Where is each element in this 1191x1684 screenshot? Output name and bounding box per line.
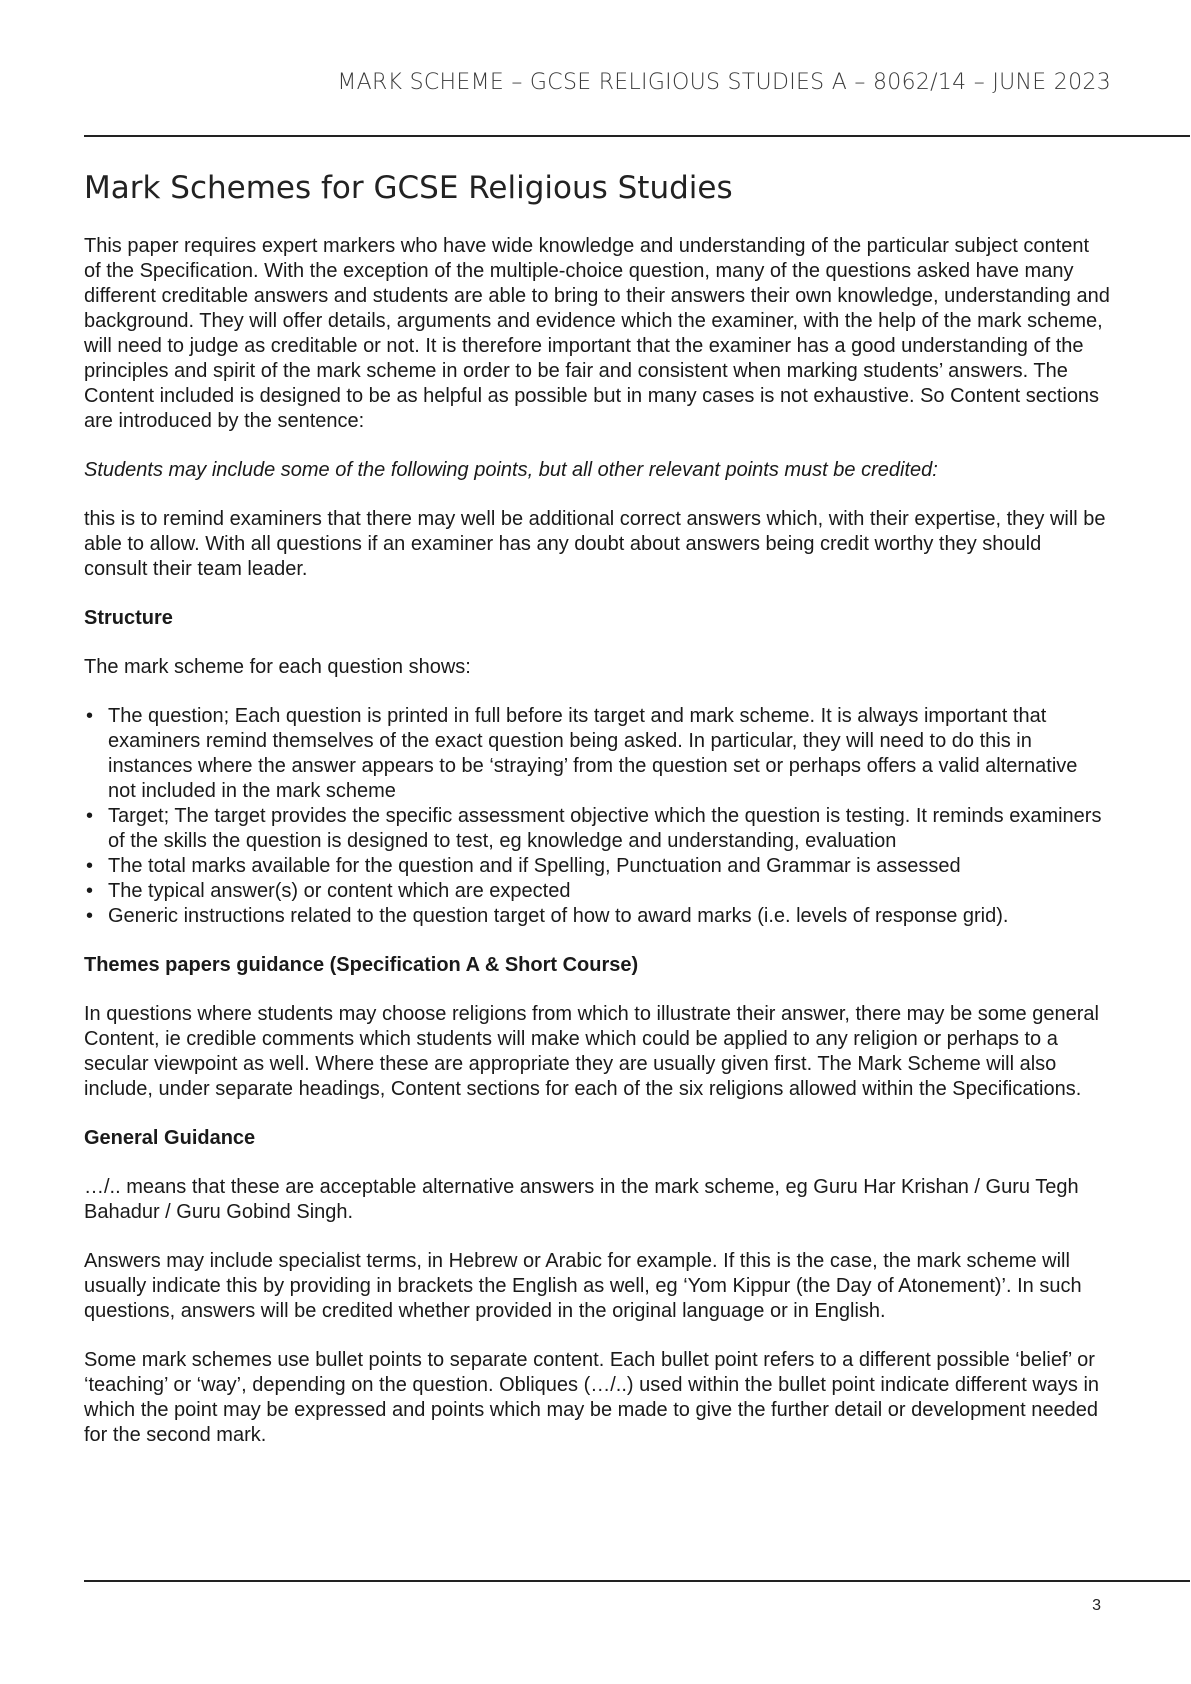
themes-paragraph: In questions where students may choose religions from which to illustrate their answer, there may be some general Content, ie credible comments which students will make which could be applied to any religion or perhaps to a secular viewpoint as well. Where these are appropriate they are usually given first. The Mark Scheme will also include, under separate headings, Content sections for each of the six religions allowed within the Specifications. bbox=[84, 1003, 1099, 1100]
running-header: MARK SCHEME – GCSE RELIGIOUS STUDIES A – 8062/14 – JUNE 2023 bbox=[337, 70, 1111, 95]
list-item: • The typical answer(s) or content which are expected bbox=[84, 879, 1110, 904]
reminder-paragraph: this is to remind examiners that there may well be additional correct answers which, with their expertise, they will be able to allow. With all questions if an examiner has any doubt about answers being credit worthy they should consult their team leader. bbox=[84, 508, 1106, 580]
page-content bbox=[84, 170, 1110, 1472]
list-item: • The question; Each question is printed in full before its target and mark scheme. It is always important that examiners remind themselves of the exact question being asked. In particular, they will need to do this in instances where the answer appears to be ‘straying’ from the question set or perhaps offers a valid alternative not included in the mark scheme bbox=[84, 704, 1110, 804]
header-rule bbox=[84, 135, 1190, 137]
credit-sentence: Students may include some of the following points, but all other relevant points must be credited: bbox=[84, 459, 938, 481]
general-paragraph: Some mark schemes use bullet points to separate content. Each bullet point refers to a different possible ‘belief’ or ‘teaching’ or ‘way’, depending on the question. Obliques (…/..) used within the bullet point indicate different ways in which the point may be expressed and points which may be made to give the further detail or development needed for the second mark. bbox=[84, 1349, 1100, 1446]
page-title: Mark Schemes for GCSE Religious Studies bbox=[84, 170, 733, 206]
structure-lead: The mark scheme for each question shows: bbox=[84, 656, 471, 678]
list-item: • The total marks available for the question and if Spelling, Punctuation and Grammar is assessed bbox=[84, 854, 1110, 879]
structure-heading: Structure bbox=[84, 607, 173, 629]
list-item: • Generic instructions related to the question target of how to award marks (i.e. levels of response grid). bbox=[84, 904, 1110, 929]
general-guidance-heading: General Guidance bbox=[84, 1127, 256, 1149]
intro-paragraph: This paper requires expert markers who have wide knowledge and understanding of the particular subject content of the Specification. With the exception of the multiple-choice question, many of the questions asked have many different creditable answers and students are able to bring to their answers their own knowledge, understanding and background. They will offer details, arguments and evidence which the examiner, with the help of the mark scheme, will need to judge as creditable or not. It is therefore important that the examiner has a good understanding of the principles and spirit of the mark scheme in order to be fair and consistent when marking students’ answers. The Content included is designed to be as helpful as possible but in many cases is not exhaustive. So Content sections are introduced by the sentence: bbox=[84, 235, 1110, 432]
list-item: • Target; The target provides the specific assessment objective which the question is testing. It reminds examiners of the skills the question is designed to test, eg knowledge and understanding, evaluation bbox=[84, 804, 1110, 854]
themes-heading: Themes papers guidance (Specification A & Short Course) bbox=[84, 954, 639, 976]
page-number: 3 bbox=[1092, 1597, 1101, 1614]
structure-list bbox=[84, 704, 1110, 929]
general-paragraph: Answers may include specialist terms, in Hebrew or Arabic for example. If this is the case, the mark scheme will usually indicate this by providing in brackets the English as well, eg ‘Yom Kippur (the Day of Atonement)’. In such questions, answers will be credited whether provided in the original language or in English. bbox=[84, 1250, 1082, 1322]
general-paragraph: …/.. means that these are acceptable alternative answers in the mark scheme, eg Guru Har Krishan / Guru Tegh Bahadur / Guru Gobind Singh. bbox=[84, 1176, 1079, 1223]
footer-rule bbox=[84, 1580, 1190, 1582]
